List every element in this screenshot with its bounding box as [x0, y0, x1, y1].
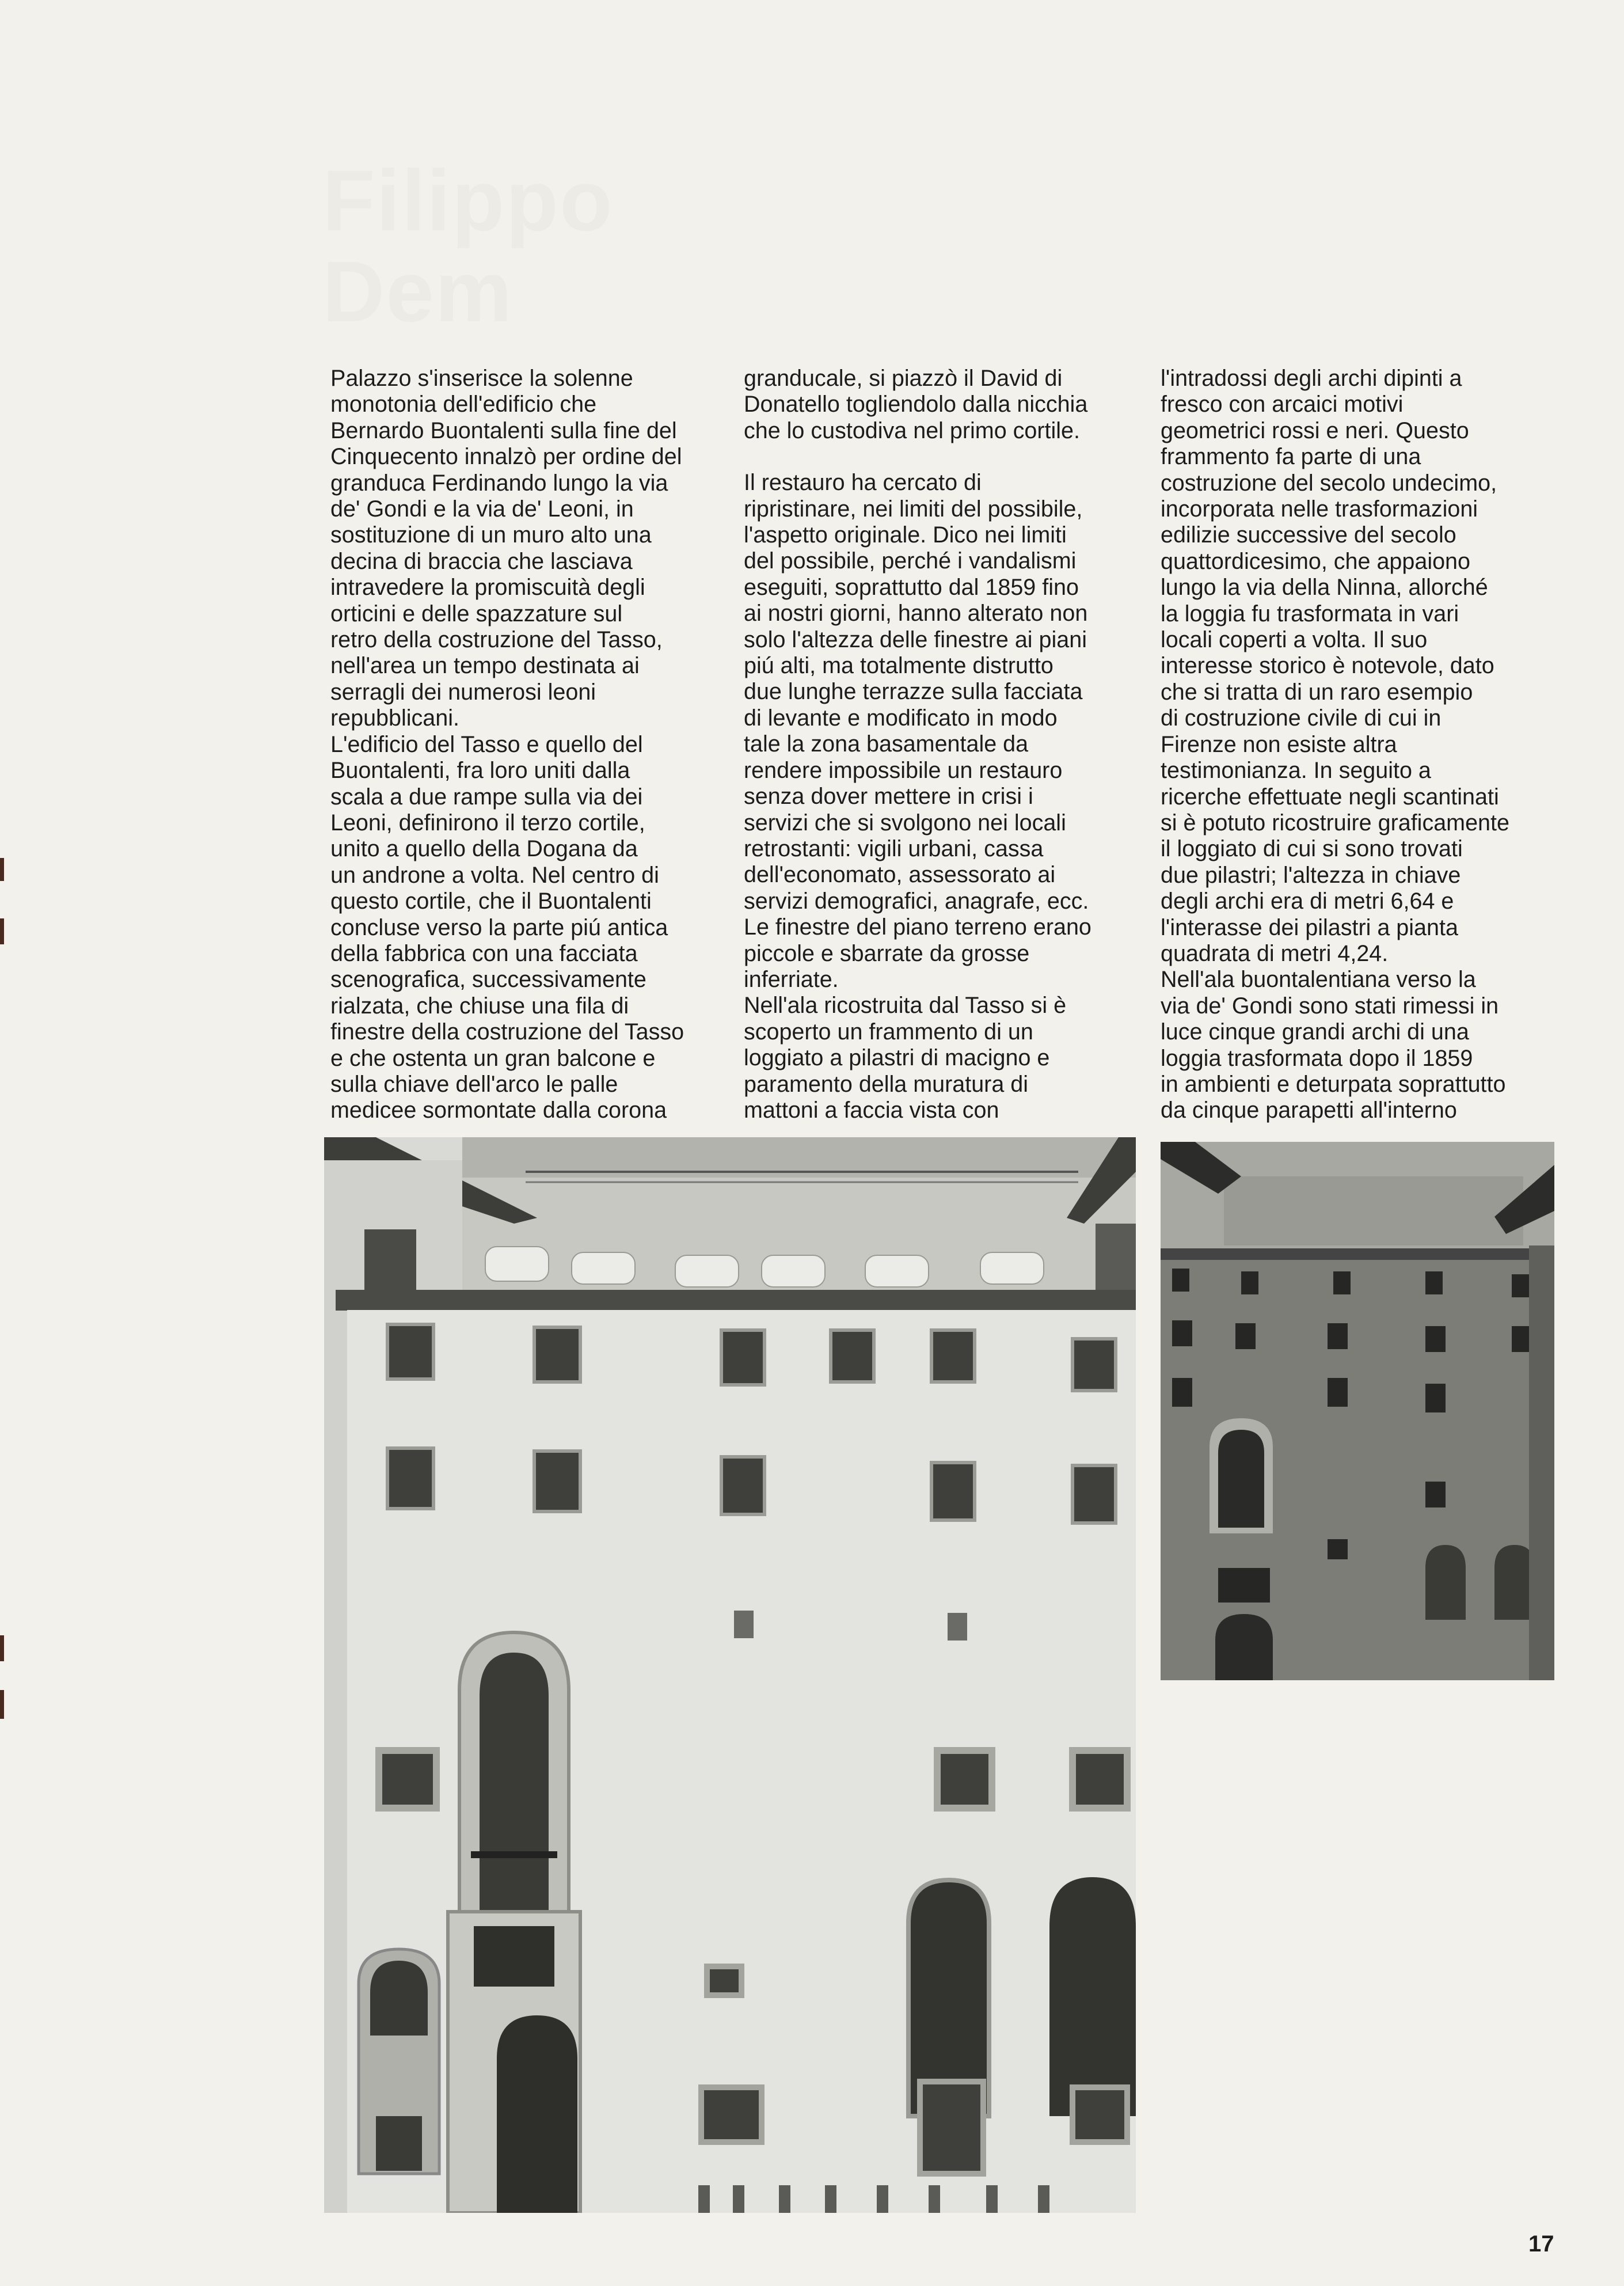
text-line: granduca Ferdinando lungo la via — [330, 470, 668, 496]
text-line: Le finestre del piano terreno erano — [744, 914, 1091, 940]
text-line: frammento fa parte di una — [1161, 444, 1421, 470]
text-line: de' Gondi e la via de' Leoni, in — [330, 496, 634, 522]
page-number: 17 — [1528, 2231, 1554, 2257]
text-line: senza dover mettere in crisi i — [744, 784, 1033, 810]
text-line: interesse storico è notevole, dato — [1161, 653, 1494, 679]
text-line: edilizie successive del secolo — [1161, 522, 1456, 548]
paragraph-gap — [744, 444, 1147, 470]
text-line: solo l'altezza delle finestre ai piani — [744, 626, 1087, 652]
text-line: sostituzione di un muro alto una — [330, 522, 652, 548]
text-line: unito a quello della Dogana da — [330, 836, 638, 862]
text-line: del possibile, perché i vandalismi — [744, 548, 1077, 574]
text-line: luce cinque grandi archi di una — [1161, 1019, 1469, 1045]
text-line: quattordicesimo, che appaiono — [1161, 548, 1470, 574]
text-line: Nell'ala buontalentiana verso la — [1161, 967, 1476, 993]
text-line: l'aspetto originale. Dico nei limiti — [744, 522, 1067, 548]
text-line: eseguiti, soprattutto dal 1859 fino — [744, 574, 1079, 600]
text-line: intravedere la promiscuità degli — [330, 575, 645, 601]
text-line: ricerche effettuate negli scantinati — [1161, 784, 1499, 810]
text-line: Palazzo s'inserisce la solenne — [330, 366, 633, 391]
paragraph — [744, 470, 1147, 993]
text-line: rialzata, che chiuse una fila di — [330, 993, 629, 1019]
text-line: scala a due rampe sulla via dei — [330, 784, 643, 810]
text-line: paramento della muratura di — [744, 1071, 1029, 1097]
text-line: costruzione del secolo undecimo, — [1161, 470, 1497, 496]
text-line: retro della costruzione del Tasso, — [330, 627, 663, 653]
text-line: Cinquecento innalzò per ordine del — [330, 444, 682, 470]
text-line: quadrata di metri 4,24. — [1161, 940, 1389, 966]
text-line: ai nostri giorni, hanno alterato non — [744, 601, 1088, 626]
text-line: servizi che si svolgono nei locali — [744, 810, 1066, 836]
text-line: nell'area un tempo destinata ai — [330, 653, 640, 679]
text-line: medicee sormontate dalla corona — [330, 1098, 667, 1123]
text-line: che si tratta di un raro esempio — [1161, 679, 1473, 705]
text-column-2 — [744, 366, 1147, 1123]
text-line: Leoni, definirono il terzo cortile, — [330, 810, 645, 836]
text-line: l'interasse dei pilastri a pianta — [1161, 914, 1458, 940]
text-line: lungo la via della Ninna, allorché — [1161, 575, 1488, 601]
text-line: loggia trasformata dopo il 1859 — [1161, 1045, 1473, 1071]
text-line: un androne a volta. Nel centro di — [330, 862, 659, 888]
text-line: questo cortile, che il Buontalenti — [330, 888, 652, 914]
text-line: piccole e sbarrate da grosse — [744, 940, 1030, 966]
paragraph — [330, 366, 733, 732]
text-line: repubblicani. — [330, 705, 459, 731]
text-line: si è potuto ricostruire graficamente — [1161, 810, 1509, 836]
text-line: L'edificio del Tasso e quello del — [330, 731, 643, 757]
text-line: scoperto un frammento di un — [744, 1019, 1033, 1045]
text-line: scenografica, successivamente — [330, 967, 646, 993]
text-line: da cinque parapetti all'interno — [1161, 1098, 1457, 1123]
text-column-3 — [1161, 366, 1564, 1124]
text-line: fresco con arcaici motivi — [1161, 392, 1404, 417]
text-line: locali coperti a volta. Il suo — [1161, 627, 1428, 653]
text-line: sulla chiave dell'arco le palle — [330, 1071, 618, 1097]
text-line: finestre della costruzione del Tasso — [330, 1019, 684, 1045]
text-line: concluse verso la parte piú antica — [330, 914, 668, 940]
text-line: il loggiato di cui si sono trovati — [1161, 836, 1463, 862]
text-line: geometrici rossi e neri. Questo — [1161, 417, 1469, 443]
text-line: retrostanti: vigili urbani, cassa — [744, 836, 1044, 861]
text-line: Nell'ala ricostruita dal Tasso si è — [744, 993, 1067, 1019]
text-line: e che ostenta un gran balcone e — [330, 1045, 656, 1071]
text-line: Il restauro ha cercato di — [744, 470, 982, 496]
paragraph — [330, 732, 733, 1124]
text-line: incorporata nelle trasformazioni — [1161, 496, 1478, 522]
text-line: decina di braccia che lasciava — [330, 548, 633, 574]
text-line: Buontalenti, fra loro uniti dalla — [330, 758, 630, 784]
text-line: loggiato a pilastri di macigno e — [744, 1045, 1050, 1071]
edge-mark — [0, 918, 4, 944]
text-line: di costruzione civile di cui in — [1161, 705, 1442, 731]
text-line: Donatello togliendolo dalla nicchia — [744, 392, 1088, 417]
edge-mark — [0, 1635, 4, 1661]
paragraph — [744, 993, 1147, 1123]
text-line: rendere impossibile un restauro — [744, 757, 1063, 783]
facade-before-restoration-photo — [1161, 1142, 1554, 1680]
edge-mark — [0, 858, 4, 881]
text-line: due pilastri; l'altezza in chiave — [1161, 862, 1461, 888]
text-line: tale la zona basamentale da — [744, 731, 1029, 757]
ghost-title-line: Dem — [322, 242, 514, 340]
ghost-title — [322, 152, 614, 340]
text-line: l'intradossi degli archi dipinti a — [1161, 366, 1462, 391]
ghost-title-line: Filippo — [322, 152, 614, 249]
text-line: ripristinare, nei limiti del possibile, — [744, 496, 1083, 522]
text-line: dell'economato, assessorato ai — [744, 862, 1056, 888]
text-line: servizi demografici, anagrafe, ecc. — [744, 888, 1089, 914]
text-line: monotonia dell'edificio che — [330, 392, 597, 417]
text-line: granducale, si piazzò il David di — [744, 366, 1063, 391]
text-line: Firenze non esiste altra — [1161, 731, 1397, 757]
text-line: in ambienti e deturpata soprattutto — [1161, 1071, 1506, 1097]
courtyard-facade-photo — [324, 1137, 1136, 2213]
text-line: della fabbrica con una facciata — [330, 940, 638, 966]
text-column-1 — [330, 366, 733, 1124]
text-line: due lunghe terrazze sulla facciata — [744, 679, 1083, 705]
text-line: inferriate. — [744, 966, 839, 992]
text-line: orticini e delle spazzature sul — [330, 601, 623, 626]
text-line: Bernardo Buontalenti sulla fine del — [330, 417, 677, 443]
text-line: di levante e modificato in modo — [744, 705, 1058, 731]
paragraph — [1161, 366, 1564, 967]
text-line: via de' Gondi sono stati rimessi in — [1161, 993, 1499, 1019]
edge-mark — [0, 1690, 4, 1719]
paragraph — [744, 366, 1147, 444]
text-line: che lo custodiva nel primo cortile. — [744, 417, 1080, 443]
text-line: mattoni a faccia vista con — [744, 1097, 999, 1123]
paragraph — [1161, 967, 1564, 1123]
text-line: degli archi era di metri 6,64 e — [1161, 888, 1454, 914]
text-line: testimonianza. In seguito a — [1161, 758, 1431, 784]
text-line: serragli dei numerosi leoni — [330, 679, 596, 705]
text-line: la loggia fu trasformata in vari — [1161, 601, 1459, 626]
text-line: piú alti, ma totalmente distrutto — [744, 653, 1053, 679]
